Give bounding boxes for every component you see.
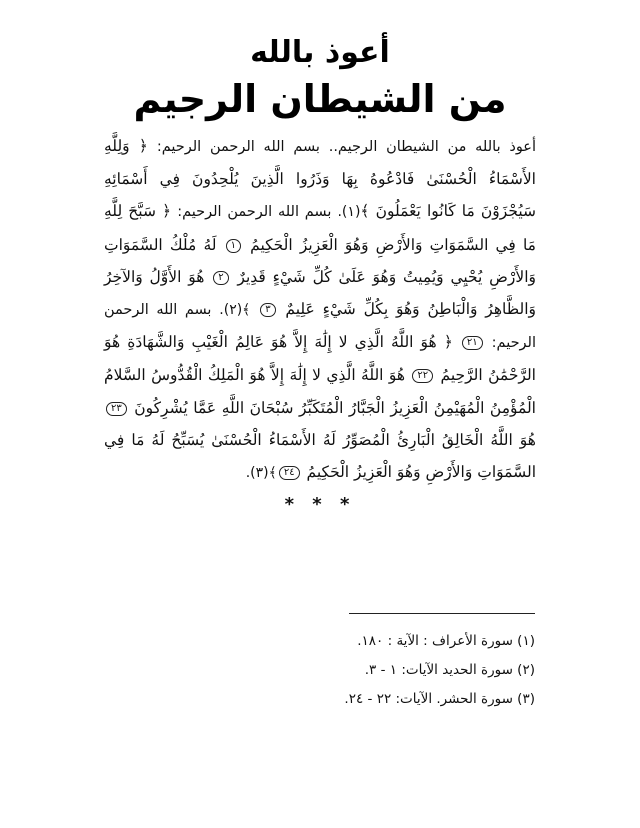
quran-verse-araf-180: ﴿ وَلِلَّهِ الأَسْمَاءُ الْحُسْنَىٰ فَادْعُوهُ بِهَا وَذَرُوا الَّذِينَ يُلْحِدُونَ فِي أَسْمَائِهِ سَيُجْزَوْنَ مَا كَانُوا يَعْمَلُونَ ﴾ — [104, 137, 536, 221]
main-paragraph — [104, 130, 536, 489]
footnotes — [115, 627, 535, 714]
verse-number-marker: ٢٢ — [412, 369, 433, 383]
title-line-1: أعوذ بالله — [250, 35, 390, 70]
footnote-1: (١) سورة الأعراف : الآية : ١٨٠. — [357, 633, 535, 649]
quran-verse-hashr-22: ﴿ هُوَ اللَّهُ الَّذِي لا إِلَٰهَ إِلاَّ هُوَ عَالِمُ الْغَيْبِ وَالشَّهَادَةِ هُوَ الرَّحْمَٰنُ الرَّحِيمُ — [104, 333, 536, 385]
quran-verse-hadid-2: لَهُ مُلْكُ السَّمَوَاتِ وَالأَرْضِ يُحْيِي وَيُمِيتُ وَهُوَ عَلَىٰ كُلِّ شَيْءٍ قَدِيرٌ — [104, 235, 537, 286]
intro-text-3: بسم الله الرحمن الرحيم: — [104, 302, 536, 352]
quran-verse-hadid-1: ﴿ سَبَّحَ لِلَّهِ مَا فِي السَّمَوَاتِ وَالأَرْضِ وَهُوَ الْعَزِيزُ الْحَكِيمُ — [104, 202, 536, 254]
quran-verse-hashr-23: هُوَ اللَّهُ الَّذِي لا إِلَٰهَ إِلاَّ هُوَ الْمَلِكُ الْقُدُّوسُ السَّلامُ الْمُؤْمِنُ الْمُهَيْمِنُ الْعَزِيزُ الْجَبَّارُ الْمُتَكَبِّرُ سُبْحَانَ اللَّهِ عَمَّا يُشْرِكُونَ — [104, 366, 536, 417]
footnote-ref-2: ﴾(٢). — [219, 302, 251, 319]
section-separator: * * * — [284, 494, 356, 515]
quran-verse-hashr-24: هُوَ اللَّهُ الْخَالِقُ الْبَارِئُ الْمُصَوِّرُ لَهُ الأَسْمَاءُ الْحُسْنَىٰ يُسَبِّحُ لَهُ مَا فِي السَّمَوَاتِ وَالأَرْضِ وَهُوَ الْعَزِيزُ الْحَكِيمُ — [104, 430, 536, 482]
footnote-ref-1: (١). — [337, 204, 361, 221]
footnote-2: (٢) سورة الحديد الآيات: ١ - ٣. — [364, 662, 535, 678]
footnote-3: (٣) سورة الحشر. الآيات: ٢٢ - ٢٤. — [344, 691, 535, 707]
quran-verse-hadid-3: هُوَ الأَوَّلُ وَالآخِرُ وَالظَّاهِرُ وَالْبَاطِنُ وَهُوَ بِكُلِّ شَيْءٍ عَلِيمٌ — [104, 267, 536, 319]
verse-number-marker: ١ — [226, 239, 241, 253]
footnote-divider — [349, 613, 535, 614]
footnote-ref-3: ﴾(٣). — [245, 465, 277, 482]
verse-number-marker: ٢١ — [462, 336, 483, 350]
verse-number-marker: ٢ — [213, 271, 228, 285]
title-line-2: من الشيطان الرجيم — [133, 76, 507, 121]
intro-text-1: أعوذ بالله من الشيطان الرجيم.. بسم الله الرحمن الرحيم: — [156, 139, 536, 155]
page-title — [0, 34, 640, 123]
verse-number-marker: ٢٣ — [106, 402, 127, 416]
verse-number-marker: ٢٤ — [279, 466, 300, 480]
verse-number-marker: ٣ — [260, 303, 275, 317]
intro-text-2: بسم الله الرحمن الرحيم: — [177, 204, 332, 221]
